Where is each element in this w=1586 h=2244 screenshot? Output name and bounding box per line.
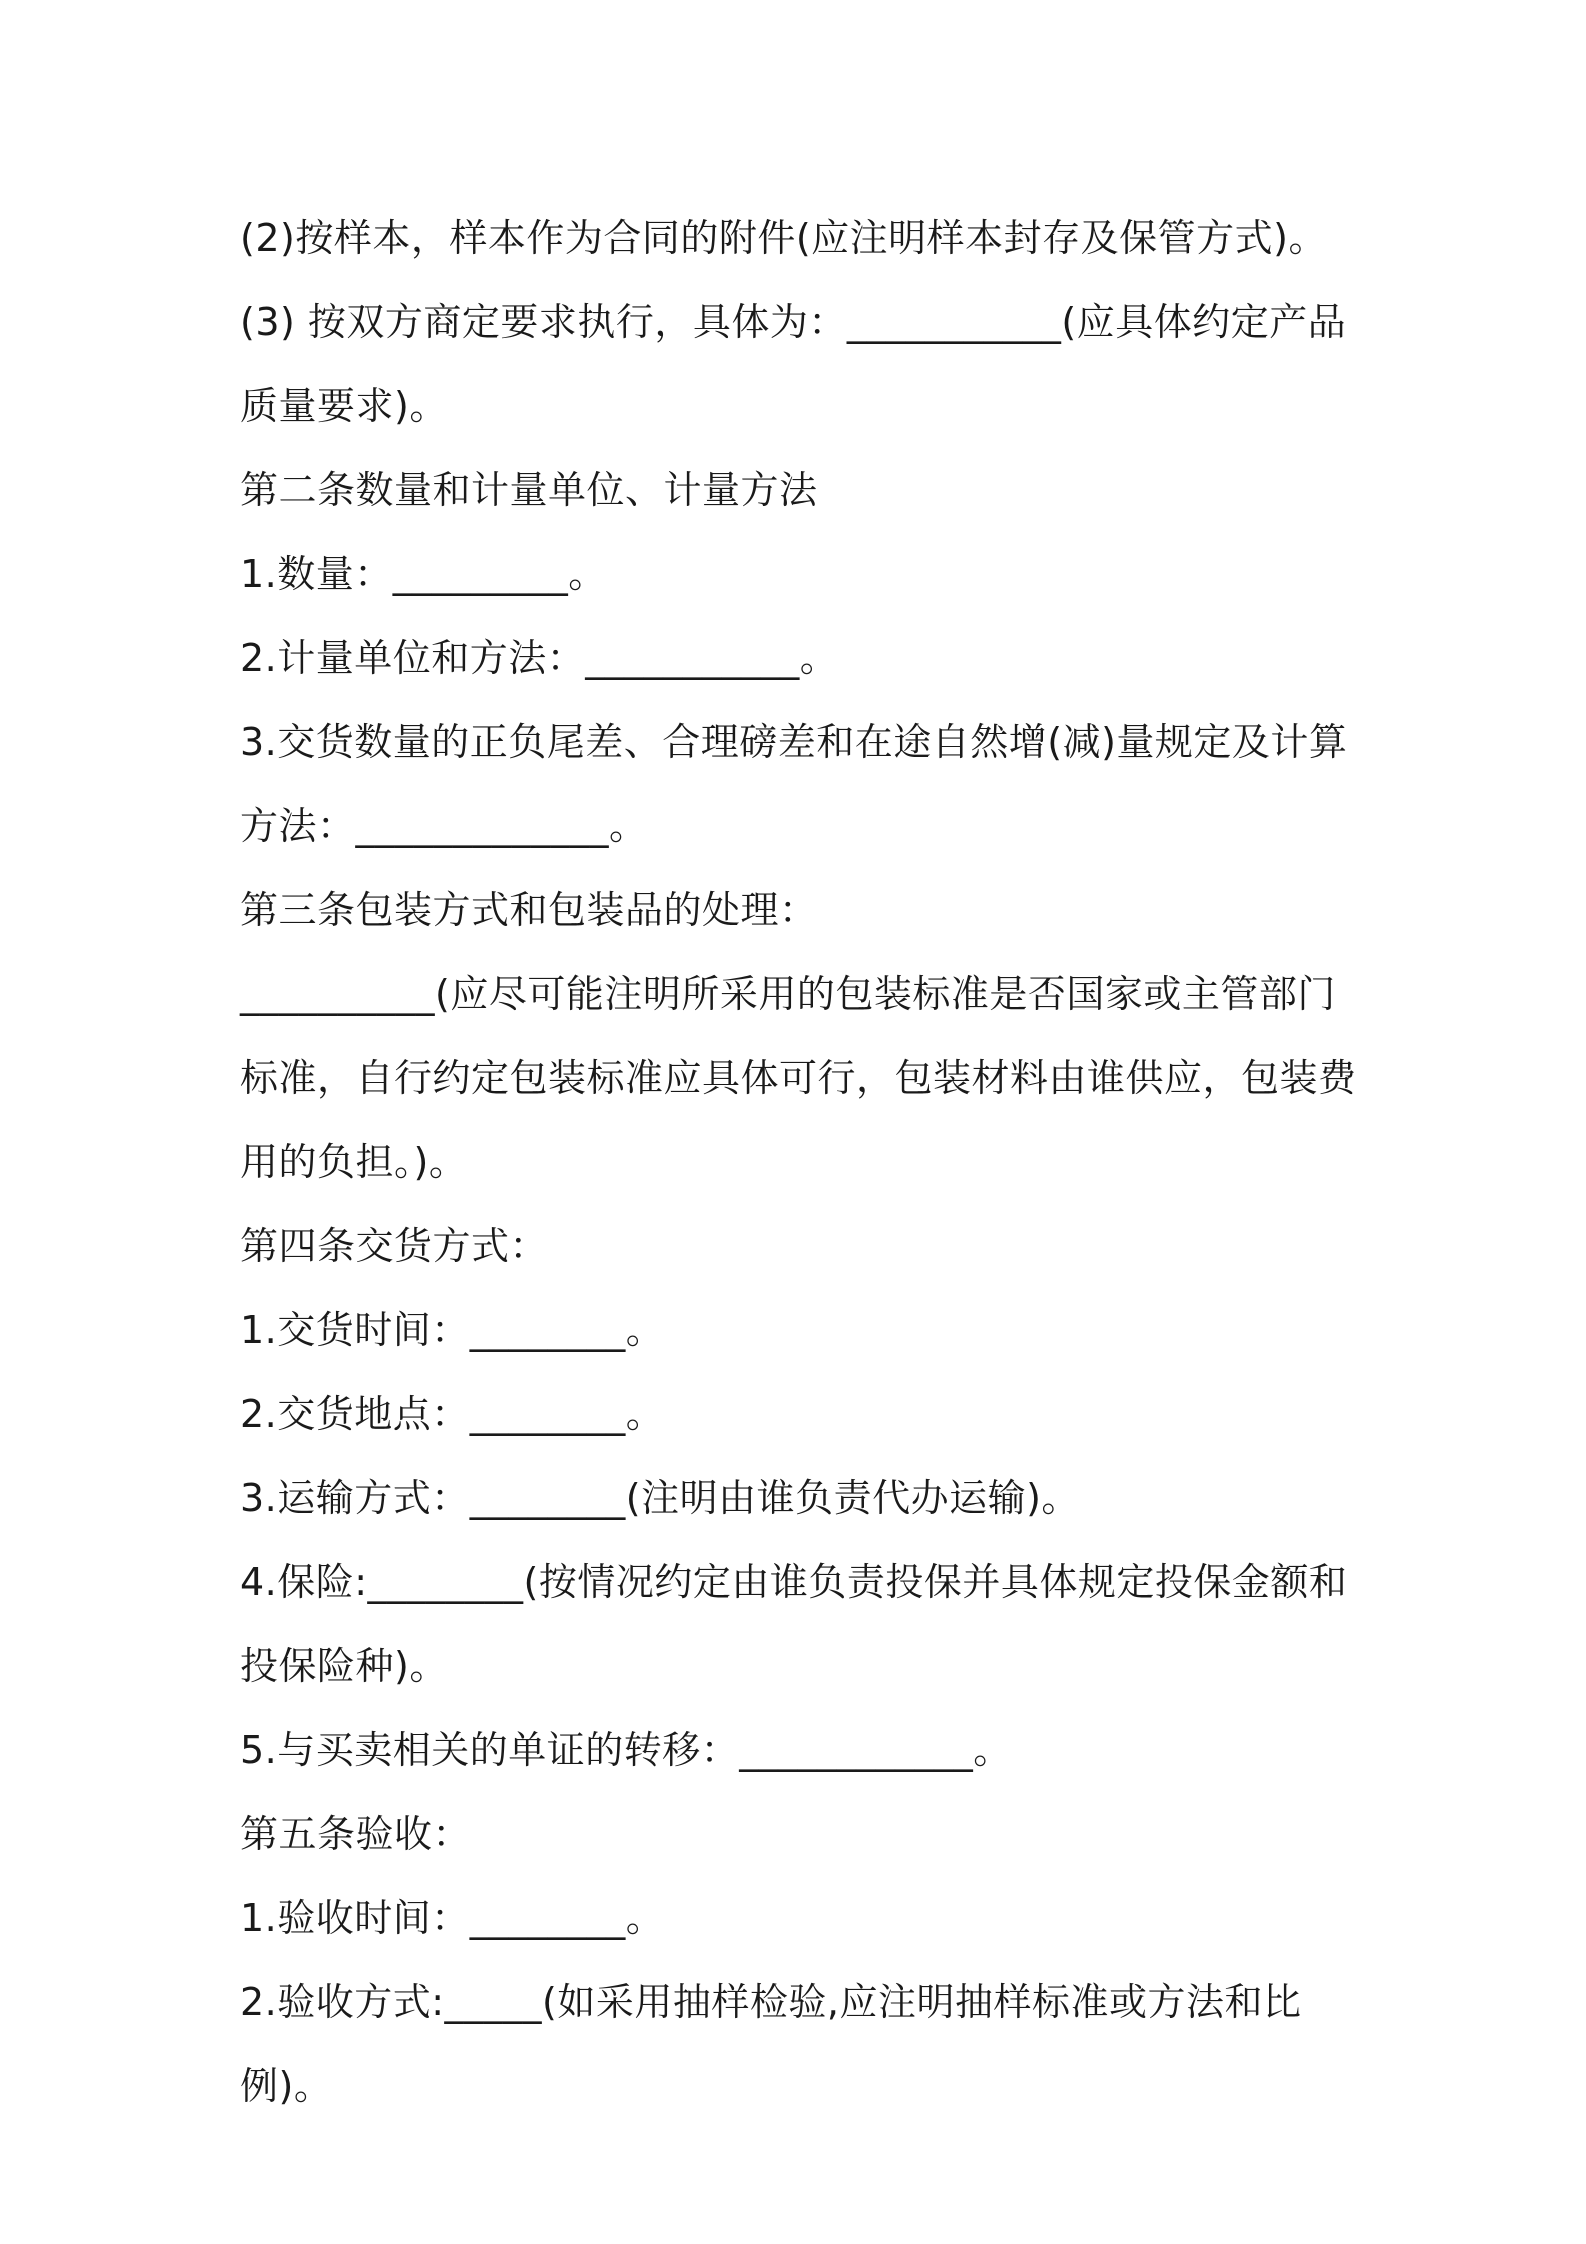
article-4-heading: 第四条交货方式： — [240, 1224, 549, 1268]
article-5-heading: 第五条验收： — [240, 1812, 472, 1856]
article-3-heading: 第三条包装方式和包装品的处理： — [240, 888, 818, 932]
article-2-heading: 第二条数量和计量单位、计量方法 — [240, 468, 818, 512]
quality-item-3: (3) 按双方商定要求执行，具体为：___________(应具体约定产品质量要求)。 — [240, 300, 1347, 428]
quantity-item-2: 2.计量单位和方法：___________。 — [240, 636, 839, 680]
delivery-item-5: 5.与买卖相关的单证的转移：____________。 — [240, 1728, 1012, 1772]
acceptance-item-2: 2.验收方式:_____(如采用抽样检验,应注明抽样标准或方法和比例)。 — [240, 1980, 1302, 2108]
quality-item-2: (2)按样本，样本作为合同的附件(应注明样本封存及保管方式)。 — [240, 216, 1327, 260]
document-body — [240, 196, 1360, 2128]
acceptance-item-1: 1.验收时间：________。 — [240, 1896, 665, 1940]
packaging-clause: __________(应尽可能注明所采用的包装标准是否国家或主管部门标准，自行约定包装标准应具体可行，包装材料由谁供应，包装费用的负担。)。 — [240, 972, 1357, 1184]
delivery-item-1: 1.交货时间：________。 — [240, 1308, 665, 1352]
quantity-item-1: 1.数量：_________。 — [240, 552, 607, 596]
delivery-item-2: 2.交货地点：________。 — [240, 1392, 665, 1436]
quantity-item-3: 3.交货数量的正负尾差、合理磅差和在途自然增(减)量规定及计算方法：_____________。 — [240, 720, 1348, 848]
delivery-item-4: 4.保险:________(按情况约定由谁负责投保并具体规定投保金额和投保险种)。 — [240, 1560, 1348, 1688]
delivery-item-3: 3.运输方式：________(注明由谁负责代办运输)。 — [240, 1476, 1080, 1520]
